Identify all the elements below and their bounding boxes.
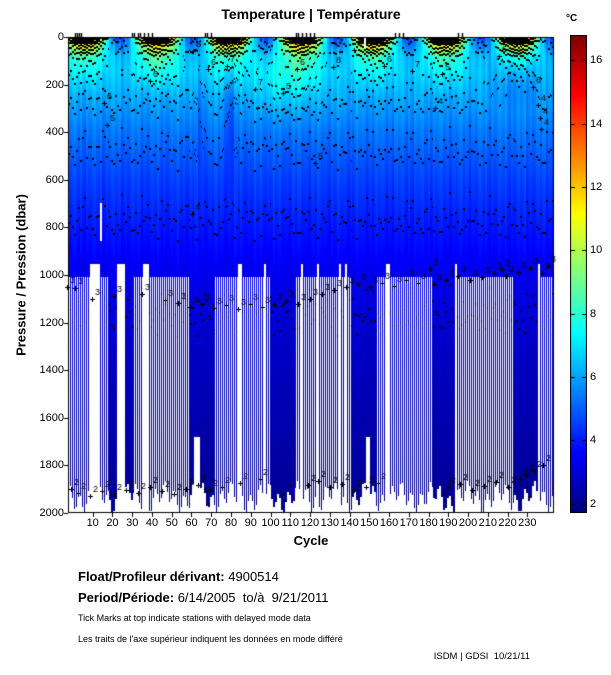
footer-credit: ISDM | GDSI 10/21/11 <box>433 651 530 662</box>
x-tick-label: 20 <box>106 517 119 529</box>
x-axis-title: Cycle <box>293 533 329 548</box>
x-tick-label: 100 <box>261 517 280 529</box>
x-tick-label: 190 <box>439 517 458 529</box>
y-tick-label: 0 <box>57 31 64 43</box>
temperature-heatmap-plot <box>60 30 560 522</box>
x-tick-label: 110 <box>281 517 300 529</box>
x-tick-label: 30 <box>126 517 139 529</box>
y-tick-label: 1400 <box>39 364 64 377</box>
x-tick-label: 80 <box>224 517 238 529</box>
x-tick-label: 70 <box>205 517 218 529</box>
float-id-label: Float/Profileur dérivant: <box>78 569 225 584</box>
y-tick-label: 800 <box>45 221 64 234</box>
x-tick-label: 210 <box>478 517 497 529</box>
x-tick-label: 10 <box>86 517 99 529</box>
x-tick-label: 200 <box>458 517 478 529</box>
x-tick-label: 230 <box>518 517 537 529</box>
delayed-mode-note-fr: Les traits de l'axe supérieur indiquent les données en mode différé <box>78 634 343 644</box>
period-value: 6/14/2005 to/à 9/21/2011 <box>177 590 329 605</box>
x-tick-label: 140 <box>340 517 359 529</box>
colorbar-tick-label: 6 <box>590 370 597 383</box>
delayed-mode-note-en: Tick Marks at top indicate stations with delayed mode data <box>78 613 311 623</box>
colorbar-tick-label: 4 <box>590 434 597 447</box>
x-tick-label: 40 <box>145 517 159 529</box>
y-tick-label: 1200 <box>39 316 64 329</box>
colorbar-tick-label: 16 <box>590 54 603 67</box>
x-tick-label: 170 <box>399 517 418 529</box>
y-axis-title: Pressure / Pression (dbar) <box>13 194 29 356</box>
y-tick-label: 400 <box>45 126 64 139</box>
x-tick-label: 50 <box>165 517 178 529</box>
x-tick-label: 60 <box>185 517 198 529</box>
colorbar-tick-label: 2 <box>590 497 597 510</box>
period-label: Period/Période: <box>78 590 175 605</box>
colorbar-tick-label: 14 <box>590 117 603 130</box>
y-tick-label: 1600 <box>39 411 64 424</box>
metadata-block <box>78 566 329 608</box>
colorbar-unit-label: °C <box>566 13 578 24</box>
x-tick-label: 160 <box>379 517 399 529</box>
x-tick-label: 150 <box>360 517 379 529</box>
colorbar-tick-label: 10 <box>590 244 603 257</box>
y-tick-label: 200 <box>45 78 64 91</box>
colorbar <box>570 35 587 513</box>
colorbar-tick-label: 8 <box>590 307 597 320</box>
x-tick-label: 130 <box>320 517 339 529</box>
x-tick-label: 220 <box>498 517 517 529</box>
float-id-value: 4900514 <box>228 569 279 584</box>
y-tick-label: 600 <box>45 173 64 186</box>
period-line <box>78 587 329 608</box>
colorbar-tick-label: 12 <box>590 180 603 193</box>
x-tick-label: 180 <box>419 517 438 529</box>
x-tick-label: 90 <box>244 517 257 529</box>
x-tick-label: 120 <box>300 517 320 529</box>
y-tick-label: 1800 <box>39 459 64 472</box>
float-id-line <box>78 566 329 587</box>
y-tick-label: 2000 <box>39 507 64 519</box>
plot-title: Temperature | Température <box>221 6 401 22</box>
y-tick-label: 1000 <box>39 269 64 281</box>
